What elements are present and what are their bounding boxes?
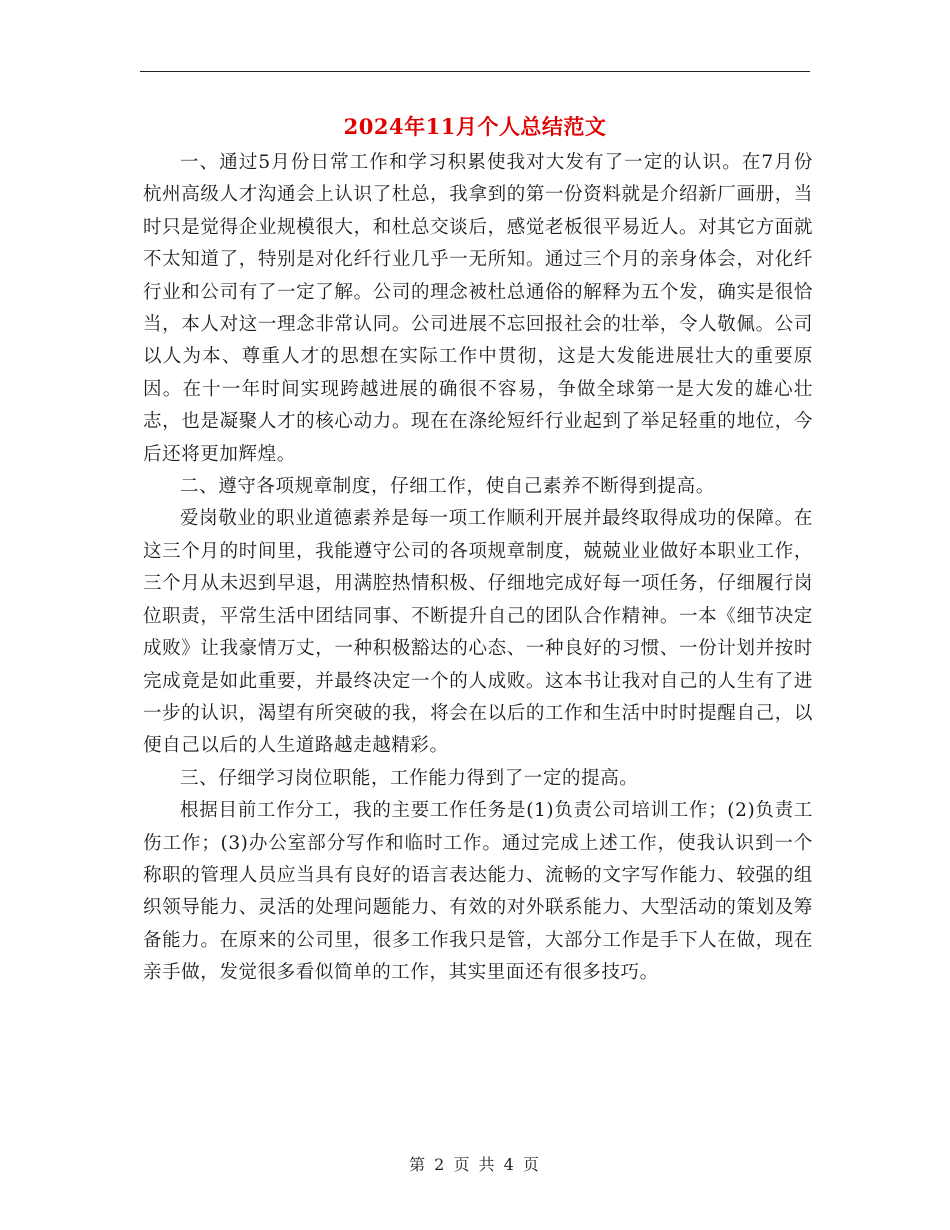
paragraph-3: 爱岗敬业的职业道德素养是每一项工作顺利开展并最终取得成功的保障。在这三个月的时间里，我能遵守公司的各项规章制度，兢兢业业做好本职业工作，三个月从未迟到早退，用满腔热情积极、仔细地完成好每一项任务，仔细履行岗位职责，平常生活中团结同事、不断提升自己的团队合作精神。一本《细节决定成败》让我豪情万丈，一种积极豁达的心态、一种良好的习惯、一份计划并按时完成竟是如此重要，并最终决定一个的人成败。这本书让我对自己的人生有了进一步的认识，渴望有所突破的我，将会在以后的工作和生活中时时提醒自己，以便自己以后的人生道路越走越精彩。 (143, 508, 813, 757)
document-body (143, 147, 813, 990)
page-number-footer: 第 2 页 共 4 页 (409, 1155, 541, 1174)
header-rule (140, 71, 810, 72)
paragraph-4-heading: 三、仔细学习岗位职能，工作能力得到了一定的提高。 (180, 767, 639, 789)
document-title: 2024年11月个人总结范文 (343, 114, 607, 139)
paragraph-5: 根据目前工作分工，我的主要工作任务是(1)负责公司培训工作；(2)负责工伤工作；(3)办公室部分写作和临时工作。通过完成上述工作，使我认识到一个称职的管理人员应当具有良好的语言表达能力、流畅的文字写作能力、较强的组织领导能力、灵活的处理问题能力、有效的对外联系能力、大型活动的策划及筹备能力。在原来的公司里，很多工作我只是管，大部分工作是手下人在做，现在亲手做，发觉很多看似简单的工作，其实里面还有很多技巧。 (143, 800, 813, 984)
paragraph-2-heading: 二、遵守各项规章制度，仔细工作，使自己素养不断得到提高。 (180, 476, 715, 498)
paragraph-1: 一、通过5月份日常工作和学习积累使我对大发有了一定的认识。在7月份杭州高级人才沟通会上认识了杜总，我拿到的第一份资料就是介绍新厂画册，当时只是觉得企业规模很大，和杜总交谈后，感觉老板很平易近人。对其它方面就不太知道了，特别是对化纤行业几乎一无所知。通过三个月的亲身体会，对化纤行业和公司有了一定了解。公司的理念被杜总通俗的解释为五个发，确实是很恰当，本人对这一理念非常认同。公司进展不忘回报社会的壮举，令人敬佩。公司以人为本、尊重人才的思想在实际工作中贯彻，这是大发能进展壮大的重要原因。在十一年时间实现跨越进展的确很不容易，争做全球第一是大发的雄心壮志，也是凝聚人才的核心动力。现在在涤纶短纤行业起到了举足轻重的地位，今后还将更加辉煌。 (143, 152, 813, 465)
